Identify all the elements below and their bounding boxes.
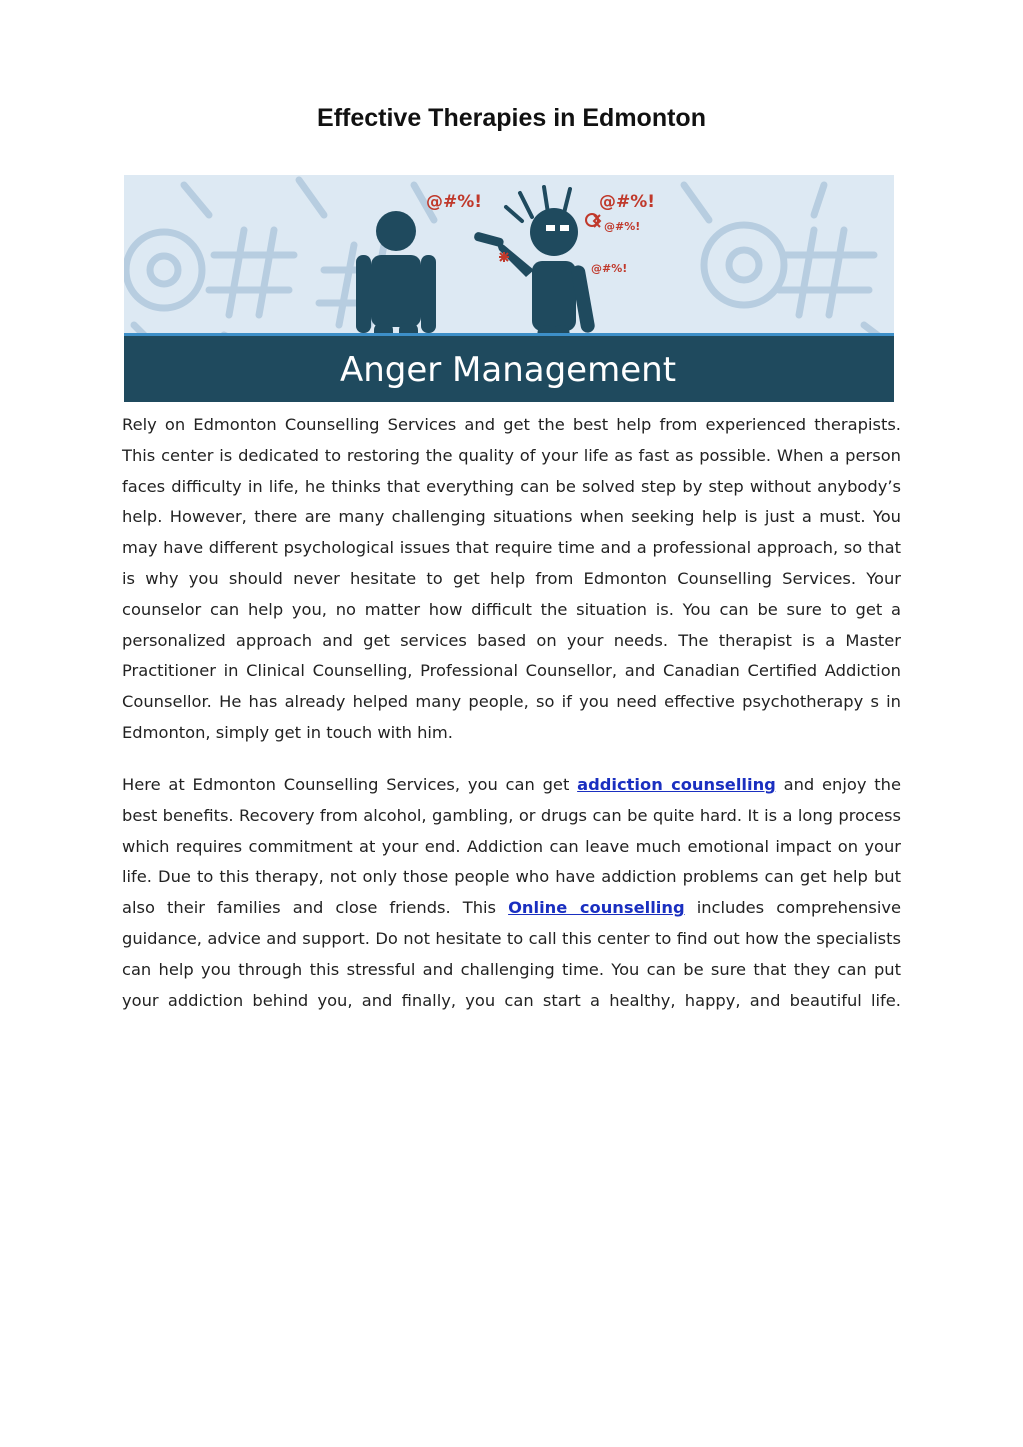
paragraph-text-2: and enjoy the best benefits. Recovery from alcohol, gambling, or drugs can be quite hard. It is a long process which requires commitment at your end. Addiction can leave much emotional impact on your life. Due to this therapy, not only those people who have addiction problems can get help but also their families and close friends. This: [122, 775, 901, 918]
svg-text:@#%!: @#%!: [604, 220, 641, 233]
anger-management-banner: [124, 175, 894, 402]
svg-text:@#%!: @#%!: [599, 192, 656, 212]
paragraph-text-1: Here at Edmonton Counselling Services, you can get: [122, 775, 578, 794]
svg-text:@#%!: @#%!: [426, 192, 483, 212]
paragraph-text-3: includes comprehensive guidance, advice and support. Do not hesitate to call this center to find out how the specialists can help you through this stressful and challenging time. You can be sure that they can put your addiction behind you, and finally, you can start a healthy, happy, and beautiful life.: [122, 898, 901, 1010]
online-counselling-link[interactable]: Online counselling: [508, 898, 685, 918]
addiction-counselling-link[interactable]: addiction counselling: [577, 775, 776, 794]
addiction-paragraph: [122, 770, 901, 1016]
svg-text:@#%!: @#%!: [591, 262, 628, 275]
intro-paragraph: Rely on Edmonton Counselling Services and get the best help from experienced therapists. This center is dedicated to restoring the quality of your life as fast as possible. When a person faces difficulty in life, he thinks that everything can be solved step by step without anybody’s help. However, there are many challenging situations when seeking help is just a must. You may have different psychological issues that require time and a professional approach, so that is why you should never hesitate to get help from Edmonton Counselling Services. Your counselor can help you, no matter how difficult the situation is. You can be sure to get a personalized approach and get services based on your needs. The therapist is a Master Practitioner in Clinical Counselling, Professional Counsellor, and Canadian Certified Addiction Counsellor. He has already helped many people, so if you need effective psychotherapy s in Edmonton, simply get in touch with him.: [122, 415, 901, 742]
page-title: Effective Therapies in Edmonton: [317, 104, 706, 132]
banner-caption: Anger Management: [339, 350, 677, 390]
